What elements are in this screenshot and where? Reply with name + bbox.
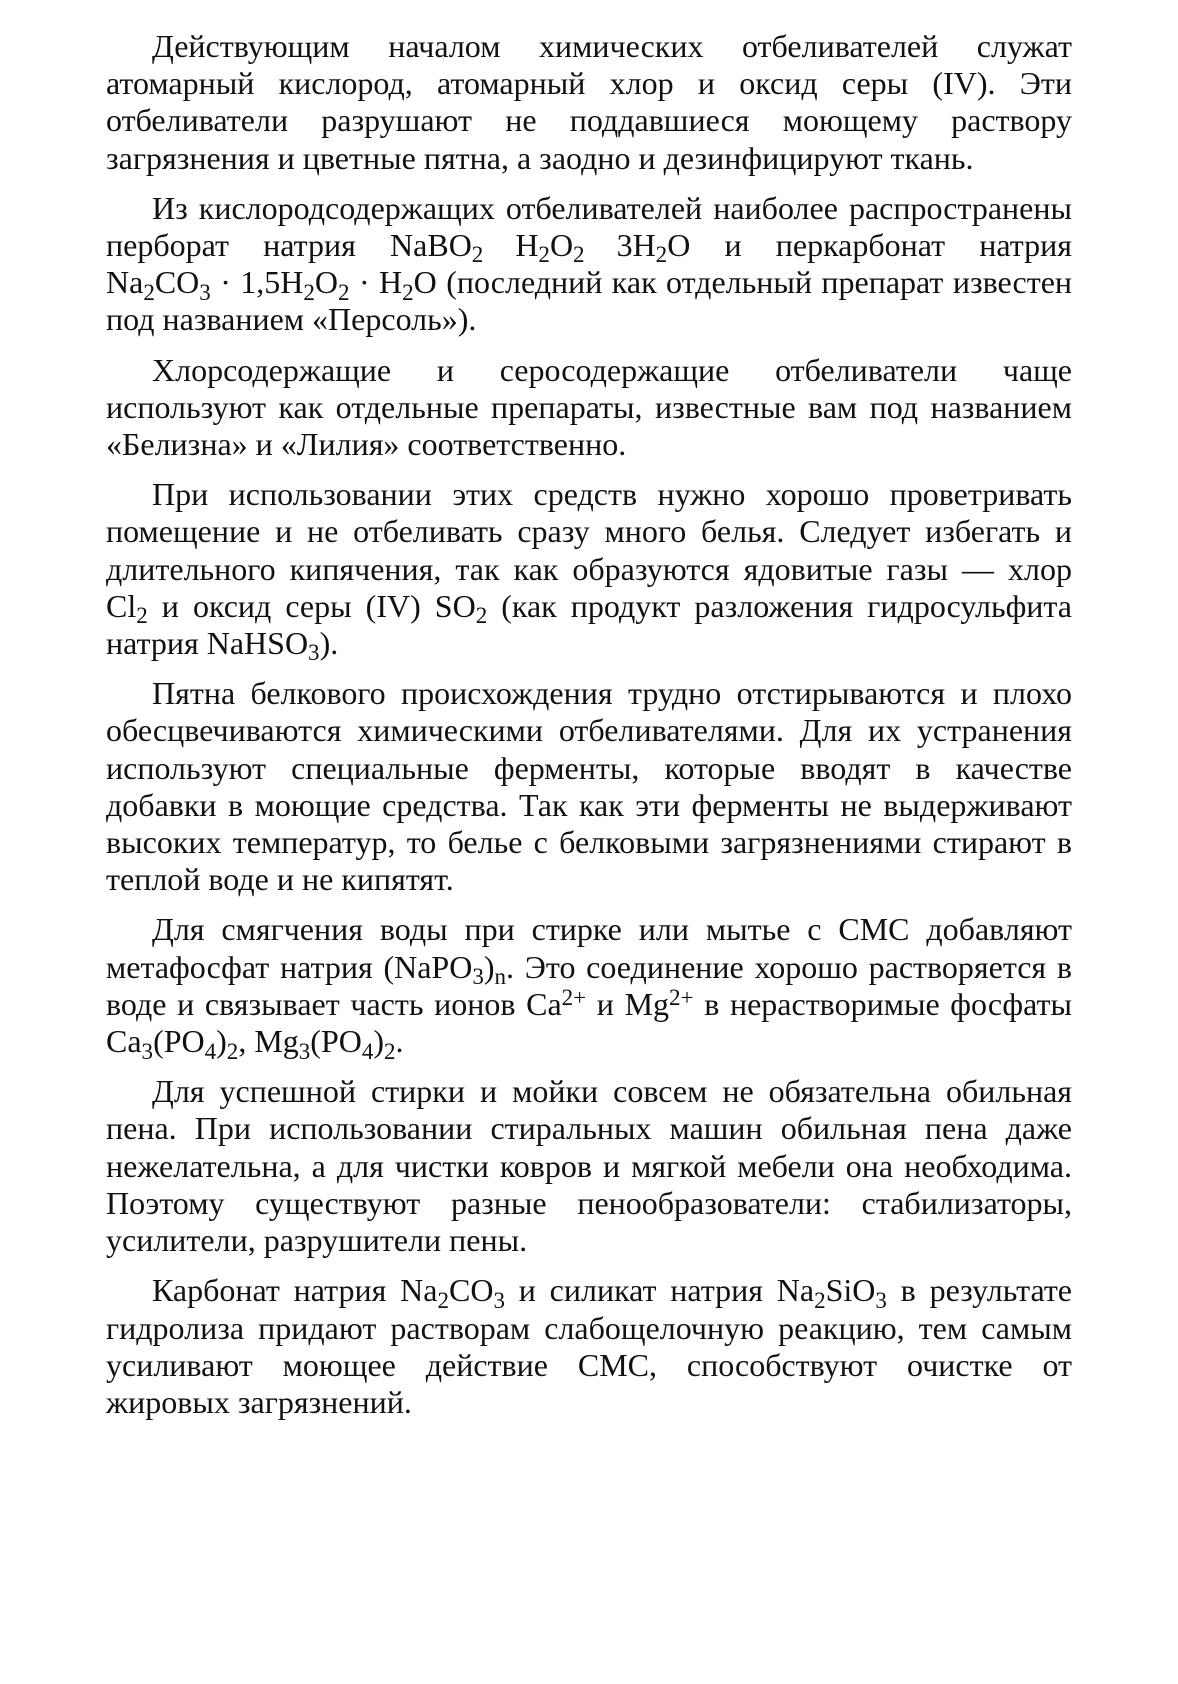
formula-subscript: 2: [538, 241, 550, 268]
formula-text: (PO: [310, 1023, 362, 1060]
chemical-formula: [383, 948, 507, 990]
formula-subscript: 2: [655, 241, 668, 268]
formula-subscript: 3: [141, 1037, 154, 1064]
text-run: Хлорсодержащие и серосодержащие отбеливатели чаще используют как отдельные препараты, известные вам под названием «Белизна» и «Лилия» соответственно.: [106, 351, 1072, 463]
text-run: и перкарбонат натрия: [690, 227, 1073, 264]
formula-text: O: [413, 264, 437, 301]
formula-subscript: n: [494, 963, 507, 990]
formula-text: Na: [776, 1272, 815, 1309]
text-run: ).: [319, 625, 339, 662]
formula-subscript: 2: [814, 1286, 826, 1313]
paragraph-chlorine-sulfur-bleaches: [106, 352, 1072, 464]
formula-subscript: 2: [136, 602, 148, 629]
text-run: ,: [238, 1023, 255, 1060]
text-run: и оксид серы (IV): [147, 587, 435, 624]
chemical-formula: [106, 587, 148, 629]
formula-subscript: 3: [875, 1286, 887, 1313]
formula-text: ): [373, 1023, 385, 1060]
text-run: .: [395, 1023, 404, 1060]
formula-text: Na: [106, 264, 144, 301]
paragraph-protein-stains: [106, 675, 1072, 898]
formula-subscript: 2: [338, 278, 350, 305]
paragraph-water-softening: [106, 911, 1073, 1064]
text-run: и: [586, 985, 625, 1022]
formula-subscript: 2: [143, 278, 155, 305]
formula-subscript: 2: [437, 1286, 449, 1313]
text-run: (как продукт разложения гидросульфита натрия: [106, 587, 1073, 662]
formula-text: Mg: [624, 985, 670, 1022]
chemical-formula: [106, 264, 437, 305]
formula-text: (PO: [153, 1023, 205, 1060]
formula-subscript: 3: [199, 278, 211, 305]
text-run: Пятна белкового происхождения трудно отстирываются и плохо обесцвечиваются химическими отбеливателями. Для их устранения используют специальные ферменты, которые вводят в качестве добавки в моющие средства. Так как эти ферменты не выдерживают высоких температур, то белье с белковыми загрязнениями стирают в теплой воде и не кипятят.: [106, 675, 1072, 898]
paragraph-oxygen-bleaches: [106, 190, 1072, 339]
text-run: (последний как отдельный препарат известен под названием «Персоль»).: [106, 264, 1073, 338]
formula-text: Na: [400, 1272, 438, 1309]
formula-superscript: 2+: [669, 983, 694, 1010]
formula-text: O: [667, 227, 691, 264]
formula-text: ): [216, 1023, 227, 1060]
formula-subscript: 2: [402, 278, 414, 305]
paragraph-safety: [106, 476, 1073, 666]
chemical-formula: [624, 983, 694, 1022]
formula-subscript: 3: [472, 963, 484, 990]
formula-text: CO: [449, 1272, 494, 1309]
formula-text: ): [483, 948, 495, 985]
chemical-formula: [106, 1023, 239, 1064]
paragraph-carbonate-silicate: [106, 1272, 1072, 1421]
formula-text: H: [483, 227, 539, 264]
formula-text: NaBO: [390, 227, 472, 264]
chemical-formula: [434, 587, 488, 629]
formula-text: 3H: [584, 227, 656, 264]
chemical-formula: [254, 1023, 396, 1064]
formula-subscript: 2: [475, 602, 488, 629]
paragraph-bleach-action: [106, 28, 1072, 177]
formula-subscript: 3: [298, 1037, 311, 1064]
formula-text: Cl: [106, 587, 137, 624]
formula-text: O: [549, 227, 574, 264]
formula-subscript: 4: [361, 1037, 374, 1064]
text-run: Действующим началом химических отбеливателей служат атомарный кислород, атомарный хлор и оксид серы (IV). Эти отбеливатели разрушают не поддавшиеся моющему раствору загрязнения и цветные пятна, а заодно и дезинфицируют ткань.: [106, 28, 1072, 176]
formula-text: (NaPO: [383, 948, 473, 985]
chemical-formula: [390, 227, 691, 268]
formula-text: O: [314, 264, 339, 301]
chemical-formula: [526, 983, 587, 1022]
text-run: При использовании этих средств нужно хорошо проветривать помещение и не отбеливать сразу много белья. Следует избегать и длительного кипячения, так как образуются ядовитые газы — хлор: [106, 476, 1072, 587]
formula-subscript: 2: [471, 241, 484, 268]
text-run: Карбонат натрия: [152, 1272, 401, 1309]
formula-superscript: 2+: [561, 983, 587, 1010]
text-run: Для смягчения воды при стирке или мытье с СМС добавляют метафосфат натрия: [106, 911, 1072, 985]
formula-subscript: 3: [308, 639, 320, 666]
formula-text: SiO: [825, 1272, 876, 1309]
formula-text: Ca: [526, 985, 562, 1022]
chemical-formula: [400, 1272, 505, 1313]
formula-subscript: 2: [226, 1037, 239, 1064]
text-run: Из кислородсодержащих отбеливателей наиболее распространены перборат натрия: [106, 189, 1072, 264]
formula-text: Ca: [106, 1023, 142, 1060]
formula-subscript: 2: [303, 278, 315, 305]
text-run: Для успешной стирки и мойки совсем не обязательна обильная пена. При использовании стиральных машин обильная пена даже нежелательна, а для чистки ковров и мягкой мебели она необходима. Поэтому существуют разные пенообразователи: стабилизаторы, усилители, разрушители пены.: [106, 1073, 1072, 1259]
formula-text: · 1,5H: [210, 264, 304, 301]
text-run: в результате гидролиза придают растворам слабощелочную реакцию, тем самым усиливают моющее действие СМС, способствуют очистке от жировых загрязнений.: [106, 1272, 1073, 1420]
formula-text: Mg: [254, 1023, 299, 1060]
text-run: в нерастворимые фосфаты: [693, 985, 1073, 1022]
formula-text: · H: [349, 264, 403, 301]
paragraph-foam: [106, 1073, 1072, 1259]
formula-text: NaHSO: [206, 625, 309, 662]
chemical-formula: [776, 1272, 887, 1313]
formula-subscript: 2: [384, 1037, 396, 1064]
document-page: [106, 28, 1072, 1434]
text-run: . Это соединение хорошо растворяется в воде и связывает часть ионов: [106, 948, 1073, 1022]
formula-subscript: 4: [204, 1037, 217, 1064]
formula-text: CO: [154, 264, 200, 301]
formula-subscript: 2: [573, 241, 585, 268]
formula-subscript: 3: [493, 1286, 505, 1313]
chemical-formula: [206, 625, 320, 666]
text-run: и силикат натрия: [504, 1272, 777, 1309]
formula-text: SO: [434, 587, 476, 624]
